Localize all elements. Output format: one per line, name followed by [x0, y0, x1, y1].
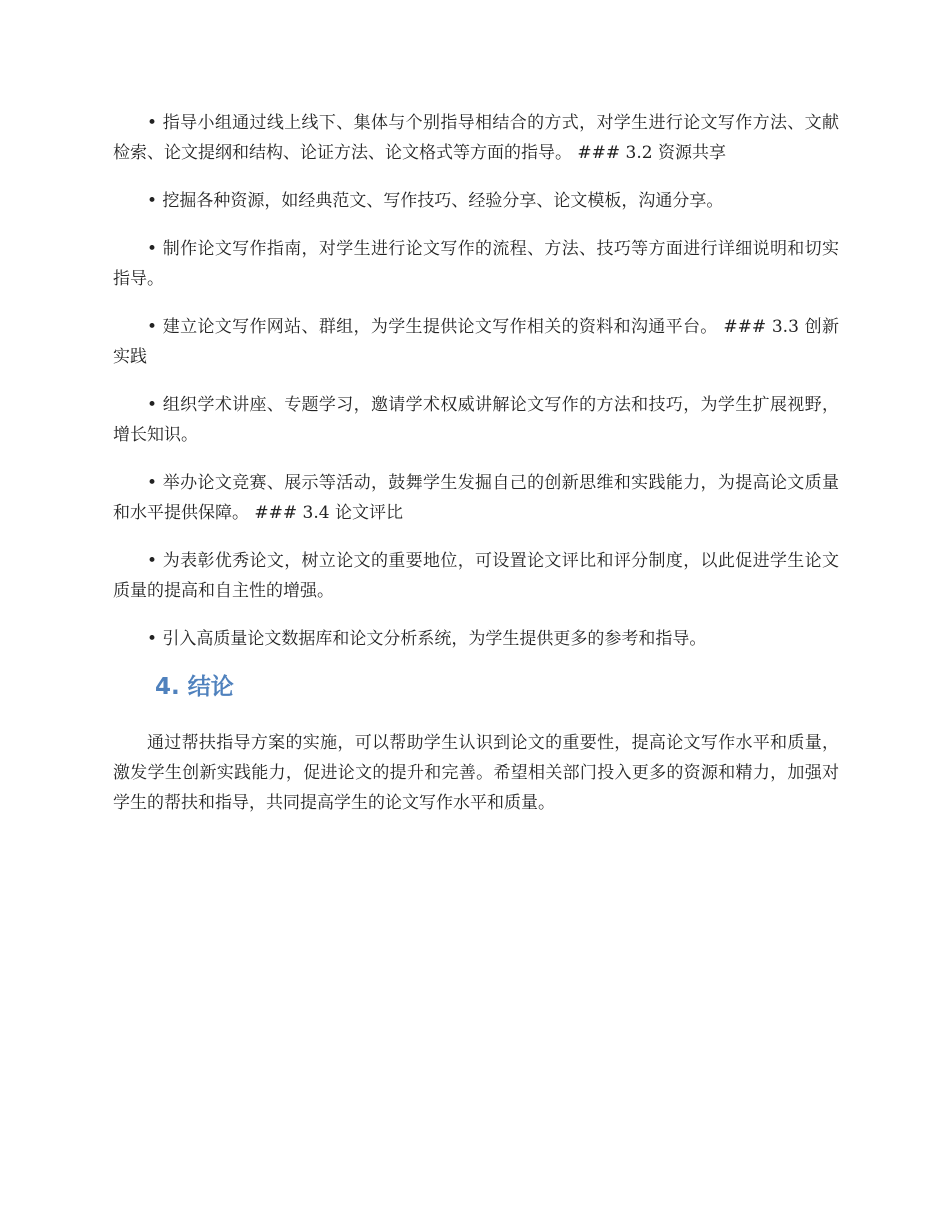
conclusion-paragraph: 通过帮扶指导方案的实施，可以帮助学生认识到论文的重要性，提高论文写作水平和质量，激发学生创新实践能力，促进论文的提升和完善。希望相关部门投入更多的资源和精力，加强对学生的帮扶和指导，共同提高学生的论文写作水平和质量。	[113, 733, 839, 813]
bullet-paragraph-competitions: • 举办论文竞赛、展示等活动，鼓舞学生发掘自己的创新思维和实践能力，为提高论文质量和水平提供保障。 ### 3.4 论文评比	[113, 473, 839, 523]
bullet-paragraph-writing-guide: • 制作论文写作指南，对学生进行论文写作的流程、方法、技巧等方面进行详细说明和切实指导。	[113, 239, 839, 289]
bullet-paragraph-website: • 建立论文写作网站、群组，为学生提供论文写作相关的资料和沟通平台。 ### 3.3 创新实践	[113, 317, 839, 367]
bullet-paragraph-guidance: • 指导小组通过线上线下、集体与个别指导相结合的方式，对学生进行论文写作方法、文献检索、论文提纲和结构、论证方法、论文格式等方面的指导。 ### 3.2 资源共享	[113, 113, 839, 163]
bullet-paragraph-lectures: • 组织学术讲座、专题学习，邀请学术权威讲解论文写作的方法和技巧，为学生扩展视野，增长知识。	[113, 395, 839, 445]
bullet-paragraph-resources: • 挖掘各种资源，如经典范文、写作技巧、经验分享、论文模板，沟通分享。	[147, 191, 724, 211]
bullet-paragraph-database: • 引入高质量论文数据库和论文分析系统，为学生提供更多的参考和指导。	[147, 629, 707, 649]
bullet-paragraph-evaluation: • 为表彰优秀论文，树立论文的重要地位，可设置论文评比和评分制度，以此促进学生论文质量的提高和自主性的增强。	[113, 551, 839, 601]
section-heading-conclusion: 4. 结论	[155, 674, 234, 700]
document-page	[113, 108, 839, 836]
